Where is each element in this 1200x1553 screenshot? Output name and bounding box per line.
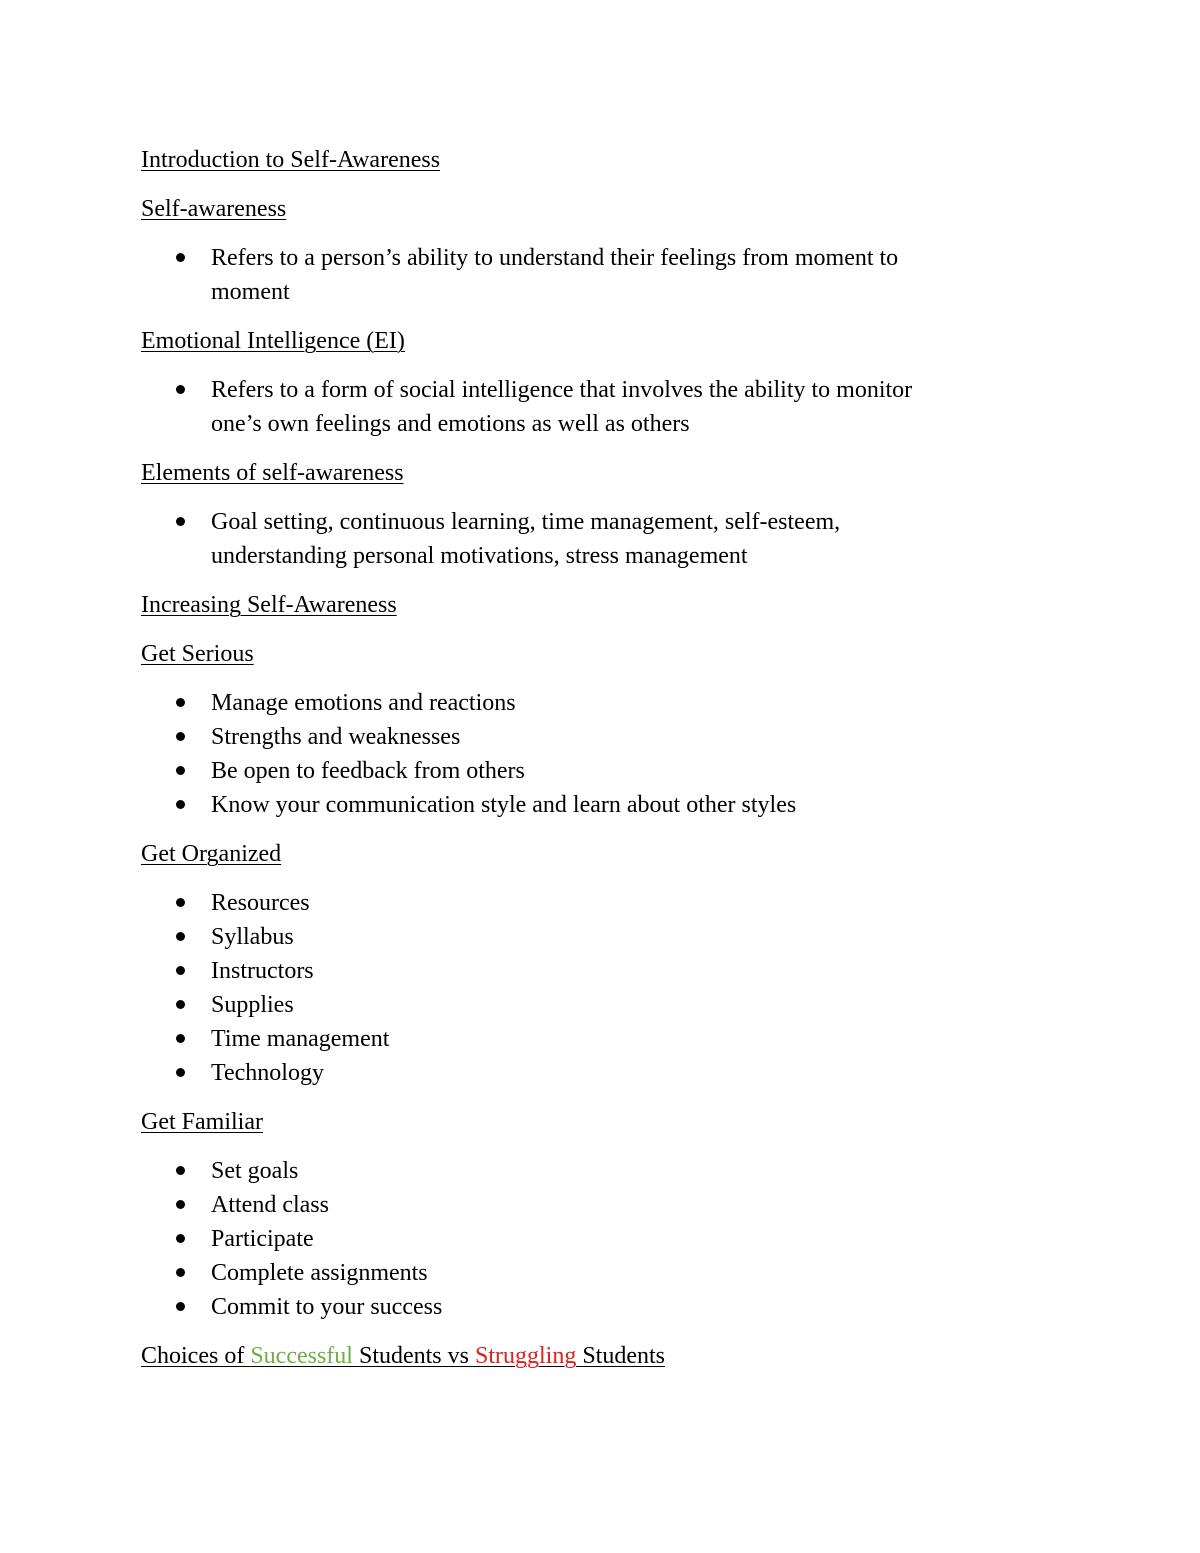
intro-title: Introduction to Self-Awareness (141, 147, 441, 173)
get-familiar-heading: Get Familiar (141, 1109, 263, 1135)
list-item: Supplies (141, 988, 1061, 1022)
self-awareness-list (141, 241, 961, 309)
choices-heading (141, 1339, 1061, 1373)
get-serious-heading: Get Serious (141, 641, 254, 667)
get-organized-list (141, 886, 1061, 1090)
list-item: Be open to feedback from others (141, 754, 1061, 788)
bullet-icon (176, 966, 185, 975)
get-organized-heading: Get Organized (141, 841, 282, 867)
bullet-icon (176, 698, 185, 707)
self-awareness-heading: Self-awareness (141, 196, 287, 222)
get-familiar-list (141, 1154, 1061, 1324)
bullet-icon (176, 898, 185, 907)
list-item: Complete assignments (141, 1256, 1061, 1290)
successful-label: Successful (250, 1343, 353, 1369)
emotional-intelligence-list (141, 373, 961, 441)
bullet-icon (176, 1000, 185, 1009)
bullet-icon (176, 1200, 185, 1209)
elements-heading: Elements of self-awareness (141, 460, 404, 486)
list-item: Resources (141, 886, 1061, 920)
bullet-icon (176, 517, 185, 526)
elements-list (141, 505, 961, 573)
choices-text-1: Choices of (141, 1343, 251, 1369)
bullet-icon (176, 800, 185, 809)
bullet-icon (176, 766, 185, 775)
list-item: Goal setting, continuous learning, time management, self-esteem, understanding personal motivations, stress management (141, 505, 961, 573)
bullet-icon (176, 732, 185, 741)
increasing-title: Increasing Self-Awareness (141, 592, 397, 618)
list-item: Technology (141, 1056, 1061, 1090)
list-item: Strengths and weaknesses (141, 720, 1061, 754)
choices-text-3: Students (576, 1343, 666, 1369)
list-item: Time management (141, 1022, 1061, 1056)
struggling-label: Struggling (474, 1343, 577, 1369)
bullet-icon (176, 385, 185, 394)
list-item: Syllabus (141, 920, 1061, 954)
list-item: Manage emotions and reactions (141, 686, 1061, 720)
get-serious-list (141, 686, 1061, 822)
bullet-icon (176, 1034, 185, 1043)
bullet-icon (176, 1302, 185, 1311)
list-item: Refers to a person’s ability to understand their feelings from moment to moment (141, 241, 961, 309)
emotional-intelligence-heading: Emotional Intelligence (EI) (141, 328, 405, 354)
bullet-icon (176, 1268, 185, 1277)
document-page (141, 143, 1061, 1388)
list-item: Refers to a form of social intelligence that involves the ability to monitor one’s own feelings and emotions as well as others (141, 373, 961, 441)
choices-text-2: Students vs (352, 1343, 475, 1369)
list-item: Set goals (141, 1154, 1061, 1188)
list-item: Participate (141, 1222, 1061, 1256)
bullet-icon (176, 1166, 185, 1175)
bullet-icon (176, 1068, 185, 1077)
list-item: Commit to your success (141, 1290, 1061, 1324)
list-item: Instructors (141, 954, 1061, 988)
list-item: Know your communication style and learn about other styles (141, 788, 1061, 822)
bullet-icon (176, 932, 185, 941)
bullet-icon (176, 1234, 185, 1243)
bullet-icon (176, 253, 185, 262)
list-item: Attend class (141, 1188, 1061, 1222)
